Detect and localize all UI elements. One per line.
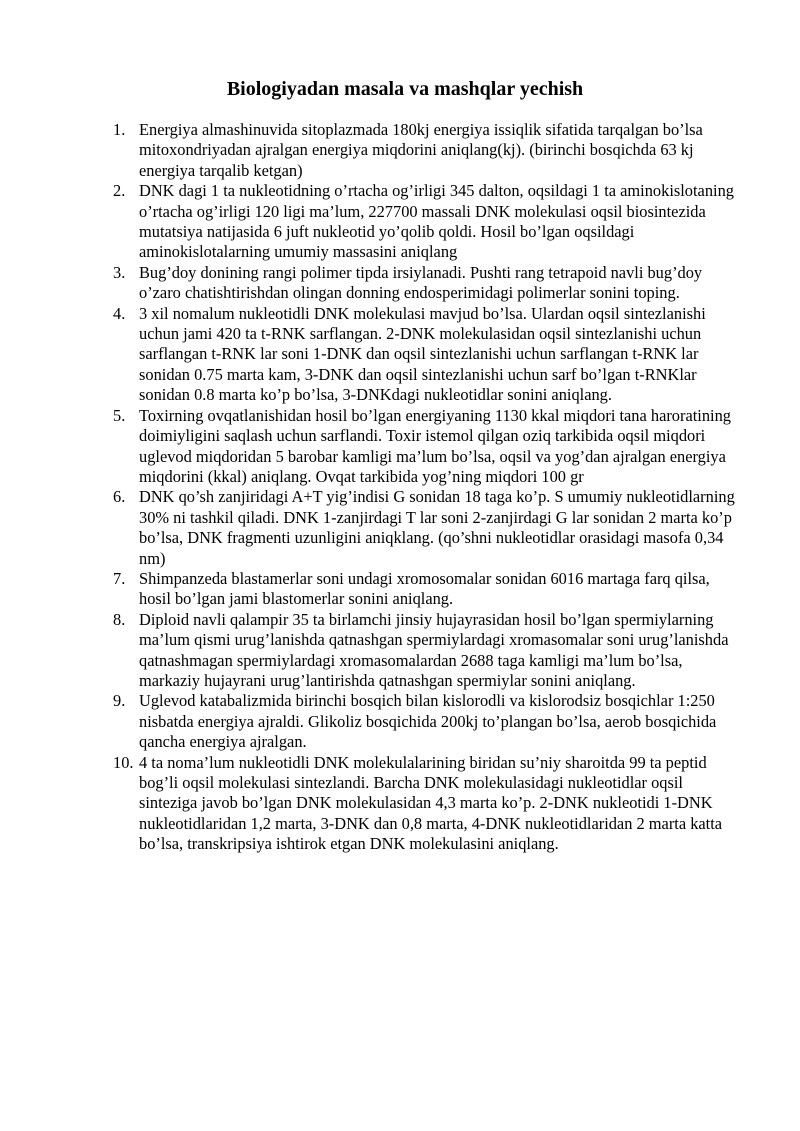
document-title: Biologiyadan masala va mashqlar yechish: [226, 78, 584, 100]
problem-number: 2.: [113, 181, 126, 201]
problem-number: 10.: [113, 752, 134, 772]
problem-item-2: [113, 181, 745, 263]
problem-number: 6.: [113, 487, 126, 507]
problem-number: 3.: [113, 262, 126, 282]
problem-item-5: [113, 406, 745, 488]
problem-text: DNK dagi 1 ta nukleotidning o’rtacha og’irligi 345 dalton, oqsildagi 1 ta aminokislotaning o’rtacha og’irligi 120 ligi ma’lum, 227700 massali DNK molekulasi oqsil biosintezida mutatsiya natijasida 6 juft nukleotid yo’qolib qoldi. Hosil bo’lgan oqsildagi aminokislotalarning umumiy massasini aniqlang: [139, 181, 734, 262]
problem-number: 4.: [113, 303, 126, 323]
problem-item-1: [113, 120, 745, 181]
problem-number: 9.: [113, 691, 126, 711]
problem-text: Diploid navli qalampir 35 ta birlamchi jinsiy hujayrasidan hosil bo’lgan spermiylarning ma’lum qismi urug’lanishda qatnashgan spermiylardagi xromasomalar soni urug’lanishda qatnashmagan spermiylardagi xromasomalardan 2688 taga kamligi ma’lum bo’lsa, markaziy hujayrani urug’lantirishda qatnashgan spermiylar sonini aniqlang.: [139, 609, 729, 690]
problem-text: Bug’doy donining rangi polimer tipda irsiylanadi. Pushti rang tetrapoid navli bug’doy o’zaro chatishtirishdan olingan donning endosperimidagi polimerlar sonini toping.: [139, 262, 703, 303]
problem-number: 1.: [113, 120, 126, 139]
problem-text: 4 ta noma’lum nukleotidli DNK molekulalarining biridan su’niy sharoitda 99 ta peptid bog’li oqsil molekulasi sintezlandi. Barcha DNK molekulasidagi nukleotidlar oqsil sinteziga javob bo’lgan DNK molekulasidan 4,3 marta ko’p. 2-DNK nukleotidi 1-DNK nukleotidlaridan 1,2 marta, 3-DNK dan 0,8 marta, 4-DNK nukleotidlaridan 2 marta katta bo’lsa, transkripsiya ishtirok etgan DNK molekulasini aniqlang.: [139, 752, 723, 854]
problem-text: Uglevod katabalizmida birinchi bosqich bilan kislorodli va kislorodsiz bosqichlar 1:250 nisbatda energiya ajraldi. Glikoliz bosqichida 200kj to’plangan bo’lsa, aerob bosqichida qancha energiya ajralgan.: [139, 691, 717, 752]
problem-item-3: [113, 263, 745, 304]
problem-text: Shimpanzeda blastamerlar soni undagi xromosomalar sonidan 6016 martaga farq qilsa, hosil bo’lgan jami blastomerlar sonini aniqlang.: [139, 568, 710, 609]
problem-number: 7.: [113, 568, 126, 588]
problem-item-7: [113, 569, 745, 610]
problem-text: Toxirning ovqatlanishidan hosil bo’lgan energiyaning 1130 kkal miqdori tana haroratining doimiyligini saqlash uchun sarflandi. Toxir istemol qilgan oziq tarkibida oqsil miqdori uglevod miqdoridan 5 barobar kamligi ma’lum bo’lsa, oqsil va yog’dan ajralgan energiya miqdorini (kkal) aniqlang. Ovqat tarkibida yog’ning miqdori 100 gr: [139, 405, 731, 486]
problem-text: DNK qo’sh zanjiridagi A+T yig’indisi G sonidan 18 taga ko’p. S umumiy nukleotidlarning 30% ni tashkil qiladi. DNK 1-zanjirdagi T lar soni 2-zanjirdagi G lar sonidan 2 marta ko’p bo’lsa, DNK fragmenti uzunligini aniqklang. (qo’shni nukleotidlar orasidagi masofa 0,34 nm): [139, 487, 735, 568]
problem-item-6: [113, 487, 745, 569]
problem-item-9: [113, 691, 745, 752]
problem-text: 3 xil nomalum nukleotidli DNK molekulasi mavjud bo’lsa. Ulardan oqsil sintezlanishi uchun jami 420 ta t-RNK sarflangan. 2-DNK molekulasidan oqsil sintezlanishi uchun sarflangan t-RNK lar soni 1-DNK dan oqsil sintezlanishi uchun sarflangan t-RNK lar sonidan 0.75 marta kam, 3-DNK dan oqsil sintezlanishi uchun sarf bo’lgan t-RNKlar sonidan 0.8 marta ko’p bo’lsa, 3-DNKdagi nukleotidlar sonini aniqlang.: [139, 303, 706, 405]
problem-item-10: [113, 753, 745, 855]
problem-item-8: [113, 610, 745, 692]
problem-text: Energiya almashinuvida sitoplazmada 180kj energiya issiqlik sifatida tarqalgan bo’lsa mitoxondriyadan ajralgan energiya miqdorini aniqlang(kj). (birinchi bosqichda 63 kj energiya tarqalib ketgan): [139, 120, 703, 180]
problem-number: 5.: [113, 405, 126, 425]
problem-number: 8.: [113, 609, 126, 629]
problem-item-4: [113, 304, 745, 406]
problem-list: [113, 120, 745, 855]
